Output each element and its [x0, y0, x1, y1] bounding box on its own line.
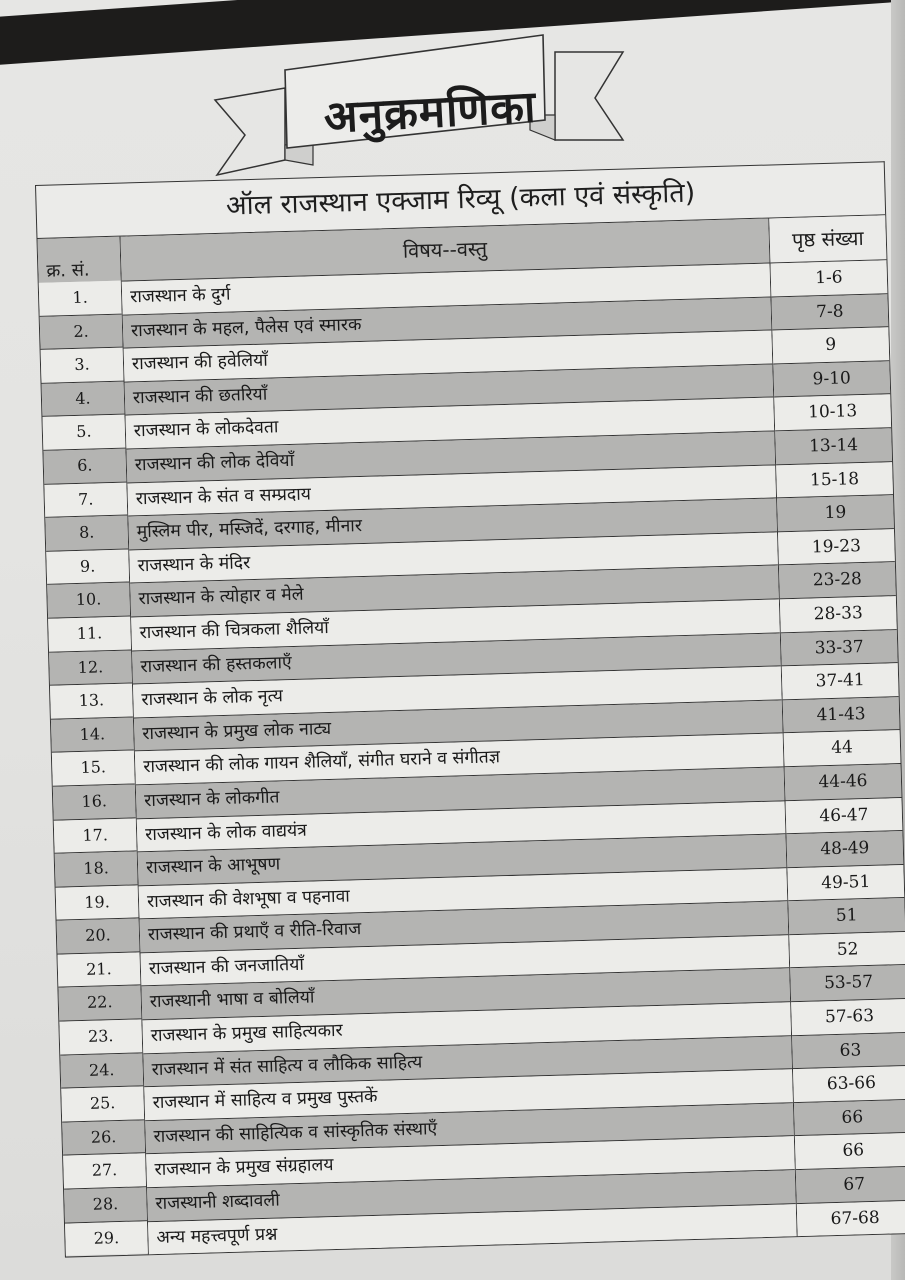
topic-cell: राजस्थानी शब्दावली: [147, 1170, 796, 1222]
page-range-cell: 41-43: [783, 697, 900, 734]
topic-cell: राजस्थान के लोकदेवता: [125, 398, 774, 450]
serial-cell: 27.: [63, 1154, 146, 1190]
serial-cell: 8.: [45, 516, 128, 552]
topic-cell: राजस्थानी भाषा व बोलियाँ: [141, 969, 790, 1021]
topic-cell: राजस्थान के लोक नृत्य: [133, 666, 782, 718]
serial-cell: 13.: [50, 684, 133, 720]
page-range-cell: 10-13: [774, 395, 891, 432]
page-range-cell: 37-41: [782, 663, 899, 700]
serial-cell: 12.: [49, 650, 132, 686]
topic-cell: राजस्थान की प्रथाएँ व रीति-रिवाज: [140, 902, 789, 954]
topic-cell: राजस्थान के प्रमुख संग्रहालय: [146, 1137, 795, 1189]
topic-cell: राजस्थान के मंदिर: [129, 532, 778, 584]
topic-cell: राजस्थान में संत साहित्य व लौकिक साहित्य: [143, 1036, 792, 1088]
serial-cell: 15.: [52, 751, 135, 787]
page-range-cell: 1-6: [770, 260, 887, 297]
page-range-cell: 63-66: [793, 1066, 905, 1103]
serial-cell: 16.: [53, 784, 136, 820]
topic-cell: राजस्थान के प्रमुख लोक नाट्य: [134, 700, 783, 752]
topic-cell: राजस्थान के दुर्ग: [122, 264, 771, 316]
toc-grid: [36, 214, 905, 1258]
topic-cell: राजस्थान में साहित्य व प्रमुख पुस्तकें: [144, 1069, 793, 1121]
topic-cell: राजस्थान की लोक देवियाँ: [126, 431, 775, 483]
topic-cell: अन्य महत्त्वपूर्ण प्रश्न: [148, 1204, 797, 1255]
serial-cell: 22.: [58, 986, 141, 1022]
serial-cell: 17.: [54, 818, 137, 854]
topic-cell: राजस्थान की हवेलियाँ: [124, 331, 773, 383]
table-of-contents: [35, 161, 905, 1258]
page-range-cell: 15-18: [776, 462, 893, 499]
topic-cell: राजस्थान के महल, पैलेस एवं स्मारक: [123, 297, 772, 349]
serial-cell: 2.: [40, 314, 123, 350]
serial-cell: 4.: [42, 381, 125, 417]
page-range-cell: 44-46: [785, 764, 902, 801]
serial-cell: 1.: [39, 281, 122, 317]
topic-cell: राजस्थान के त्योहार व मेले: [130, 566, 779, 618]
page-range-cell: 44: [784, 730, 901, 767]
serial-cell: 9.: [46, 549, 129, 585]
topic-cell: राजस्थान की जनजातियाँ: [140, 935, 789, 987]
page-range-cell: 13-14: [775, 428, 892, 465]
serial-cell: 25.: [61, 1087, 144, 1123]
page-range-cell: 28-33: [780, 596, 897, 633]
page-header: पृष्ठ संख्या: [769, 215, 886, 263]
page-range-cell: 67: [796, 1167, 905, 1204]
topic-cell: राजस्थान की हस्तकलाएँ: [132, 633, 781, 685]
topic-cell: राजस्थान की लोक गायन शैलियाँ, संगीत घराने व संगीतज्ञ: [135, 734, 784, 786]
page-range-cell: 51: [788, 898, 905, 935]
topic-cell: राजस्थान के आभूषण: [138, 834, 787, 886]
page-range-cell: 19: [777, 495, 894, 532]
topic-cell: राजस्थान की साहित्यिक व सांस्कृतिक संस्थाएँ: [145, 1103, 794, 1155]
page-range-cell: 57-63: [791, 999, 905, 1036]
page-range-cell: 7-8: [771, 294, 888, 331]
book-title: ऑल राजस्थान एक्जाम रिव्यू (कला एवं संस्कृति): [35, 161, 886, 238]
serial-cell: 14.: [51, 717, 134, 753]
serial-cell: 23.: [59, 1019, 142, 1055]
serial-cell: 26.: [62, 1120, 145, 1156]
serial-cell: 11.: [48, 616, 131, 652]
serial-cell: 29.: [65, 1221, 148, 1256]
title-ribbon-banner: [205, 30, 635, 180]
page-range-cell: 67-68: [797, 1201, 905, 1237]
page-range-cell: 53-57: [790, 965, 905, 1002]
topic-column: [120, 219, 797, 1255]
page-range-cell: 9-10: [773, 361, 890, 398]
topic-cell: मुस्लिम पीर, मस्जिदें, दरगाह, मीनार: [128, 499, 777, 551]
page-range-cell: 33-37: [781, 630, 898, 667]
topic-header: विषय--वस्तु: [120, 219, 769, 282]
serial-cell: 20.: [57, 919, 140, 955]
page-range-cell: 23-28: [779, 562, 896, 599]
serial-cell: 24.: [60, 1053, 143, 1089]
serial-cell: 3.: [41, 348, 124, 384]
page-range-cell: 66: [795, 1133, 905, 1170]
page-heading: अनुक्रमणिका: [322, 81, 538, 144]
serial-cell: 5.: [42, 415, 125, 451]
page-range-cell: 46-47: [785, 798, 902, 835]
topic-cell: राजस्थान की वेशभूषा व पहनावा: [139, 868, 788, 920]
topic-cell: राजस्थान की छतरियाँ: [125, 364, 774, 416]
serial-cell: 18.: [55, 852, 138, 888]
topic-cell: राजस्थान के संत व सम्प्रदाय: [127, 465, 776, 517]
page-range-cell: 63: [792, 1033, 905, 1070]
serial-cell: 19.: [56, 885, 139, 921]
page-range-cell: 49-51: [787, 865, 904, 902]
serial-cell: 7.: [44, 482, 127, 518]
serial-cell: 6.: [43, 449, 126, 485]
serial-header: क्र. सं.: [38, 237, 121, 283]
page-range-cell: 48-49: [786, 831, 903, 868]
topic-cell: राजस्थान के प्रमुख साहित्यकार: [142, 1002, 791, 1054]
page-range-cell: 52: [789, 932, 905, 969]
page-range-cell: 66: [794, 1100, 905, 1137]
serial-cell: 10.: [47, 583, 130, 619]
page-range-cell: 19-23: [778, 529, 895, 566]
topic-cell: राजस्थान के लोक वाद्ययंत्र: [137, 801, 786, 853]
serial-cell: 21.: [57, 952, 140, 988]
topic-cell: राजस्थान के लोकगीत: [136, 767, 785, 819]
serial-cell: 28.: [64, 1187, 147, 1223]
topic-cell: राजस्थान की चित्रकला शैलियाँ: [131, 599, 780, 651]
page-range-cell: 9: [772, 327, 889, 364]
